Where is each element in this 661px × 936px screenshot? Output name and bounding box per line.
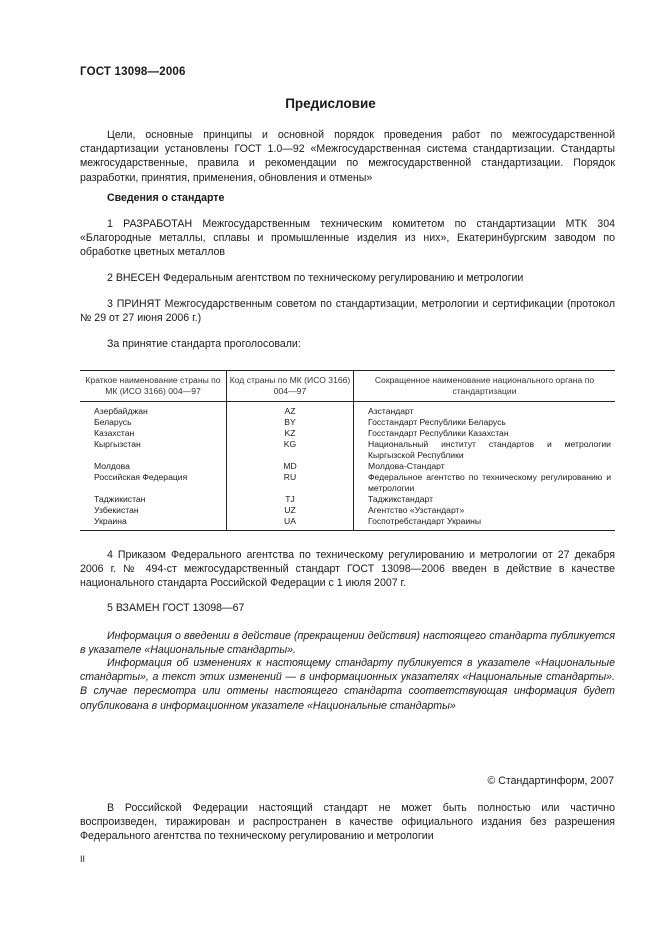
copyright: © Стандартинформ, 2007 <box>487 775 614 787</box>
page-number: II <box>80 854 86 864</box>
table-row <box>80 472 615 494</box>
vote-intro: За принятие стандарта проголосовали: <box>107 338 301 350</box>
table-row <box>80 402 615 418</box>
info-2-text: Информация об изменениях к настоящему стандарту публикуется в указателе «Национальные стандарты», а текст этих изменений — в информационных указателях «Национальные стандарты». В случае пересмотра или отмены настоящего стандарта соответствующая информация будет опубликована в информационном указателе «Национальные стандарты» <box>80 657 615 712</box>
info-1-text: Информация о введении в действие (прекращении действия) настоящего стандарта публикуется в указателе «Национальные стандарты». <box>80 630 615 657</box>
section-heading: Сведения о стандарте <box>107 192 225 204</box>
item-4-paragraph <box>80 548 615 591</box>
notice-text: В Российской Федерации настоящий стандарт не может быть полностью или частично воспроизведен, тиражирован и распространен в качестве официального издания без разрешения Федерального агентства по техническому регулированию и метрологии <box>80 802 615 843</box>
item-2-paragraph <box>80 271 615 285</box>
body-cell: Госпотребстандарт Украины <box>354 516 616 531</box>
code-cell: UZ <box>227 505 354 516</box>
table-header-body: Сокращенное наименование национального органа по стандартизации <box>354 371 616 402</box>
body-cell: Госстандарт Республики Беларусь <box>354 417 616 428</box>
country-cell: Украина <box>80 516 227 531</box>
item-1-text: 1 РАЗРАБОТАН Межгосударственным техническим комитетом по стандартизации МТК 304 «Благородные металлы, сплавы и промышленные изделия из них», Екатеринбургским заводом по обработке цветных металлов <box>80 218 615 259</box>
code-cell: RU <box>227 472 354 494</box>
table-row <box>80 494 615 505</box>
table-row <box>80 461 615 472</box>
country-cell: Кыргызстан <box>94 439 141 449</box>
country-cell: Азербайджан <box>94 406 148 416</box>
code-cell: BY <box>227 417 354 428</box>
item-1-paragraph <box>80 217 615 260</box>
intro-text: Цели, основные принципы и основной порядок проведения работ по межгосударственной стандартизации установлены ГОСТ 1.0—92 «Межгосударственная система стандартизации. Стандарты межгосударственные, правила и рекомендации по межгосударственной стандартизации. Порядок разработки, принятия, применения, обновления и отмены» <box>80 129 615 184</box>
intro-paragraph <box>80 128 615 185</box>
body-cell: Молдова-Стандарт <box>354 461 616 472</box>
info-paragraph-1 <box>80 629 615 657</box>
country-cell: Таджикистан <box>94 494 146 504</box>
item-3-text: 3 ПРИНЯТ Межгосударственным советом по стандартизации, метрологии и сертификации (протокол № 29 от 27 июня 2006 г.) <box>80 298 615 325</box>
info-paragraph-2 <box>80 656 615 713</box>
table-row <box>80 516 615 531</box>
table-row <box>80 428 615 439</box>
body-cell: Национальный институт стандартов и метрологии Кыргызской Республики <box>354 439 616 461</box>
item-5: 5 ВЗАМЕН ГОСТ 13098—67 <box>107 602 245 614</box>
item-2-text: 2 ВНЕСЕН Федеральным агентством по техническому регулированию и метрологии <box>107 272 524 284</box>
table-row <box>80 439 615 461</box>
country-cell: Беларусь <box>94 417 132 427</box>
code-cell: AZ <box>227 402 354 418</box>
country-cell: Казахстан <box>94 428 135 438</box>
code-cell: KZ <box>227 428 354 439</box>
code-cell: KG <box>227 439 354 461</box>
item-3-paragraph <box>80 297 615 325</box>
body-cell: Федеральное агентство по техническому регулированию и метрологии <box>354 472 616 494</box>
country-cell: Молдова <box>94 461 130 471</box>
country-cell: Узбекистан <box>94 505 139 515</box>
table-header-code: Код страны по МК (ИСО 3166) 004—97 <box>227 371 354 402</box>
document-id: ГОСТ 13098—2006 <box>80 66 186 78</box>
body-cell: Госстандарт Республики Казахстан <box>354 428 616 439</box>
item-4-text: 4 Приказом Федерального агентства по техническому регулированию и метрологии от 27 декабря 2006 г. № 494-ст межгосударственный стандарт ГОСТ 13098—2006 введен в действие в качестве национального стандарта Российской Федерации с 1 июля 2007 г. <box>80 549 615 590</box>
voting-table <box>80 370 615 531</box>
body-cell: Таджикстандарт <box>354 494 616 505</box>
table-header-country: Краткое наименование страны по МК (ИСО 3166) 004—97 <box>80 371 227 402</box>
page-title: Предисловие <box>285 96 376 111</box>
table-row <box>80 417 615 428</box>
country-cell: Российская Федерация <box>94 472 188 482</box>
code-cell: TJ <box>227 494 354 505</box>
code-cell: UA <box>227 516 354 531</box>
body-cell: Агентство «Узстандарт» <box>354 505 616 516</box>
reproduction-notice <box>80 801 615 844</box>
body-cell: Азстандарт <box>354 402 616 418</box>
code-cell: MD <box>227 461 354 472</box>
table-row <box>80 505 615 516</box>
table-header-row <box>80 371 615 402</box>
